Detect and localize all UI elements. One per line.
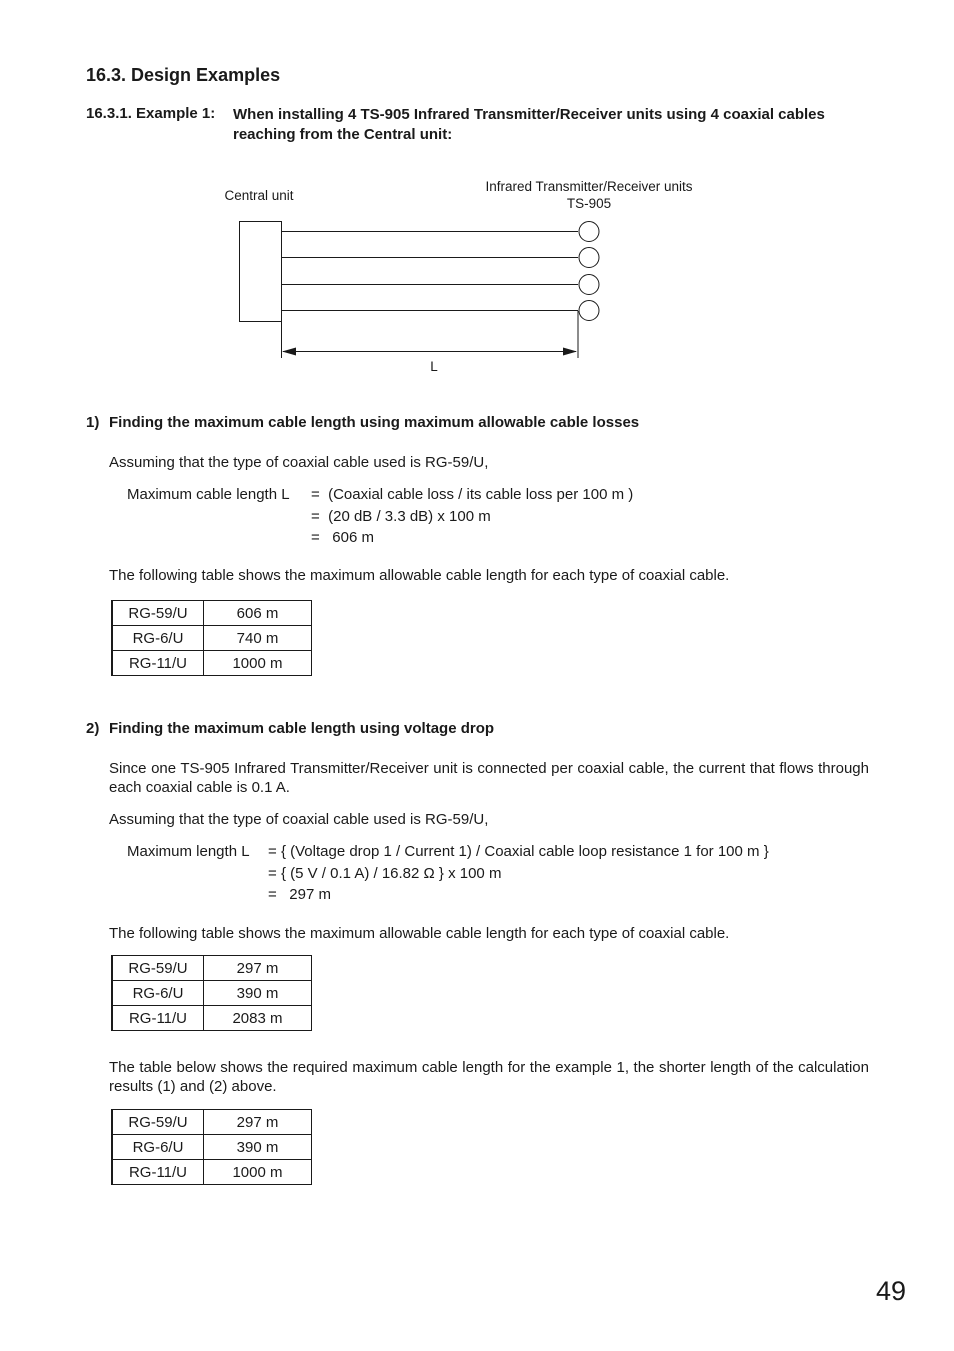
cable-type-cell: RG-59/U [112,956,204,981]
section1-equation [127,484,633,549]
cable-type-cell: RG-11/U [112,651,204,676]
eq1-line3: 606 m [328,529,374,546]
eq2-line3: 297 m [285,886,331,903]
summary-table [111,1109,312,1185]
eq1-equals-3: = [311,529,320,546]
section2-table-intro: The following table shows the maximum allowable cable length for each type of coaxial cable. [109,925,730,942]
eq1-equals-1: = [311,486,320,503]
cable-type-cell: RG-6/U [112,981,204,1006]
eq2-line1: { (Voltage drop 1 / Current 1) / Coaxial cable loop resistance 1 for 100 m } [280,843,769,860]
table-row [112,1160,312,1185]
length-label: L [430,359,438,374]
section1-title: Finding the maximum cable length using maximum allowable cable losses [109,414,640,431]
table-row [112,1110,312,1135]
eq2-label: Maximum length L [127,843,250,860]
section2-table [111,955,312,1031]
units-label-line2: TS-905 [566,196,612,211]
length-dimension [282,311,579,358]
units-label-line1: Infrared Transmitter/Receiver units [485,179,693,194]
table-row [112,1135,312,1160]
cable-type-cell: RG-6/U [112,626,204,651]
cable-type-cell: RG-59/U [112,1110,204,1135]
table-row [112,626,312,651]
cable-length-cell: 390 m [204,981,312,1006]
cable-length-cell: 2083 m [204,1006,312,1031]
ts-905-unit-4 [579,301,599,321]
section1-heading [86,414,639,431]
coaxial-cables [282,232,579,311]
cable-type-cell: RG-11/U [112,1160,204,1185]
cable-length-cell: 297 m [204,1110,312,1135]
section2-heading [86,720,494,737]
section2-number: 2) [86,720,100,737]
table-row [112,601,312,626]
section1-table-intro: The following table shows the maximum allowable cable length for each type of coaxial cable. [109,567,730,584]
central-unit-label: Central unit [224,188,294,203]
cable-length-cell: 606 m [204,601,312,626]
central-unit-box [240,222,282,322]
table-row [112,981,312,1006]
eq2-line2: { (5 V / 0.1 A) / 16.82 Ω } x 100 m [280,864,502,882]
section2-equation [127,841,769,906]
table-row [112,651,312,676]
eq2-equals-3: = [268,886,277,903]
ts-905-unit-1 [579,222,599,242]
cable-type-cell: RG-11/U [112,1006,204,1031]
example-number: 16.3.1. Example 1: [86,105,216,122]
eq2-equals-2: = [268,864,277,882]
eq2-equals-1: = [268,843,277,860]
cable-length-cell: 1000 m [204,1160,312,1185]
page-number: 49 [876,1276,907,1306]
cable-length-cell: 390 m [204,1135,312,1160]
eq1-equals-2: = [311,507,320,525]
example-title: When installing 4 TS-905 Infrared Transmitter/Receiver units using 4 coaxial cables reaching from the Central unit: [233,106,825,143]
cable-type-cell: RG-59/U [112,601,204,626]
eq1-line1: (Coaxial cable loss / its cable loss per 100 m ) [328,486,634,503]
ts-905-units [579,222,599,321]
section2-assumption: Assuming that the type of coaxial cable used is RG-59/U, [109,811,489,828]
cable-length-cell: 740 m [204,626,312,651]
section2-title: Finding the maximum cable length using voltage drop [109,720,495,737]
cable-length-cell: 297 m [204,956,312,981]
eq1-label: Maximum cable length L [127,486,290,503]
section1-number: 1) [86,414,100,431]
arrowhead-right [563,348,577,356]
summary-paragraph: The table below shows the required maximum cable length for the example 1, the shorter length of the calculation results (1) and (2) above. [109,1059,869,1095]
section2-paragraph: Since one TS-905 Infrared Transmitter/Receiver unit is connected per coaxial cable, the current that flows through each coaxial cable is 0.1 A. [109,760,869,796]
eq1-line2: (20 dB / 3.3 dB) x 100 m [328,507,491,525]
arrowhead-left [282,348,296,356]
section-heading: 16.3. Design Examples [86,65,281,85]
table-row [112,1006,312,1031]
section1-table [111,600,312,676]
section1-assumption: Assuming that the type of coaxial cable used is RG-59/U, [109,454,489,471]
cable-type-cell: RG-6/U [112,1135,204,1160]
cable-length-cell: 1000 m [204,651,312,676]
cable-diagram [0,170,954,390]
table-row [112,956,312,981]
ts-905-unit-2 [579,248,599,268]
ts-905-unit-3 [579,275,599,295]
